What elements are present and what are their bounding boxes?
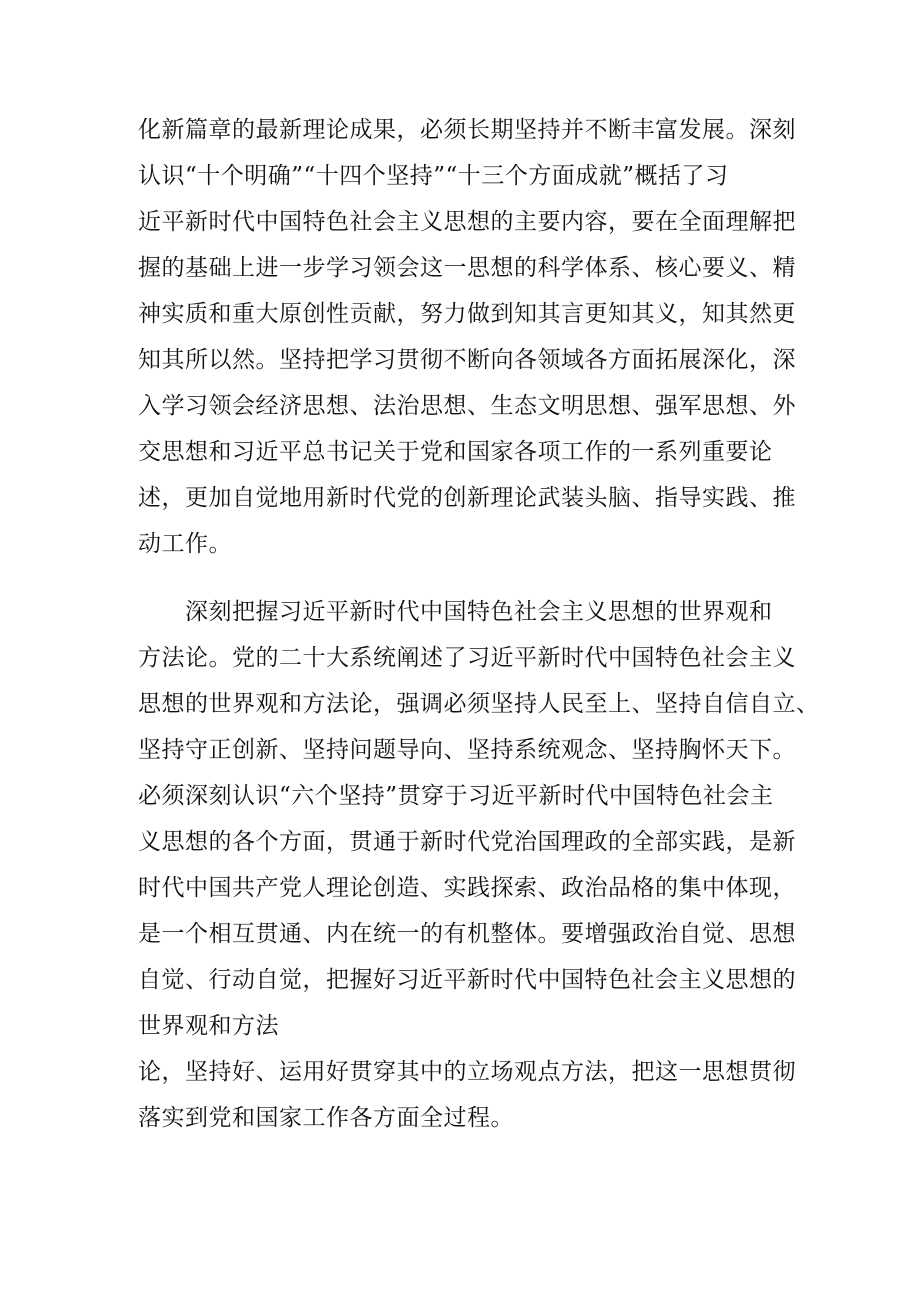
paragraph-line: 方法论。党的二十大系统阐述了习近平新时代中国特色社会主义 xyxy=(138,645,796,671)
paragraph-1 xyxy=(138,107,796,567)
paragraph-line: 握的基础上进一步学习领会这一思想的科学体系、核心要义、精 xyxy=(138,255,796,281)
paragraph-line: 神实质和重大原创性贡献，努力做到知其言更知其义，知其然更 xyxy=(138,301,796,327)
paragraph-line: 坚持守正创新、坚持问题导向、坚持系统观念、坚持胸怀天下。 xyxy=(138,737,796,763)
paragraph-line: 化新篇章的最新理论成果，必须长期坚持并不断丰富发展。深刻 xyxy=(138,117,796,143)
paragraph-line: 义思想的各个方面，贯通于新时代党治国理政的全部实践，是新 xyxy=(138,829,796,855)
paragraph-line: 是一个相互贯通、内在统一的有机整体。要增强政治自觉、思想 xyxy=(138,921,796,947)
paragraph-line: 认识“十个明确”“十四个坚持”“十三个方面成就”概括了习 xyxy=(138,163,729,189)
paragraph-line: 近平新时代中国特色社会主义思想的主要内容，要在全面理解把 xyxy=(138,209,796,235)
paragraph-line: 入学习领会经济思想、法治思想、生态文明思想、强军思想、外 xyxy=(138,393,796,419)
paragraph-line: 世界观和方法 xyxy=(138,1013,279,1039)
paragraph-line: 深刻把握习近平新时代中国特色社会主义思想的世界观和 xyxy=(138,599,773,625)
paragraph-line: 思想的世界观和方法论，强调必须坚持人民至上、坚持自信自立、 xyxy=(138,691,820,717)
paragraph-line: 动工作。 xyxy=(138,531,232,557)
paragraph-line: 论，坚持好、运用好贯穿其中的立场观点方法，把这一思想贯彻 xyxy=(138,1059,796,1085)
paragraph-2 xyxy=(138,589,820,1141)
paragraph-line: 知其所以然。坚持把学习贯彻不断向各领域各方面拓展深化，深 xyxy=(138,347,796,373)
paragraph-line: 落实到党和国家工作各方面全过程。 xyxy=(138,1105,514,1131)
paragraph-line: 交思想和习近平总书记关于党和国家各项工作的一系列重要论 xyxy=(138,439,773,465)
paragraph-line: 自觉、行动自觉，把握好习近平新时代中国特色社会主义思想的 xyxy=(138,967,796,993)
paragraph-line: 述，更加自觉地用新时代党的创新理论武装头脑、指导实践、推 xyxy=(138,485,796,511)
paragraph-line: 时代中国共产党人理论创造、实践探索、政治品格的集中体现， xyxy=(138,875,796,901)
paragraph-line: 必须深刻认识“六个坚持”贯穿于习近平新时代中国特色社会主 xyxy=(138,783,774,809)
